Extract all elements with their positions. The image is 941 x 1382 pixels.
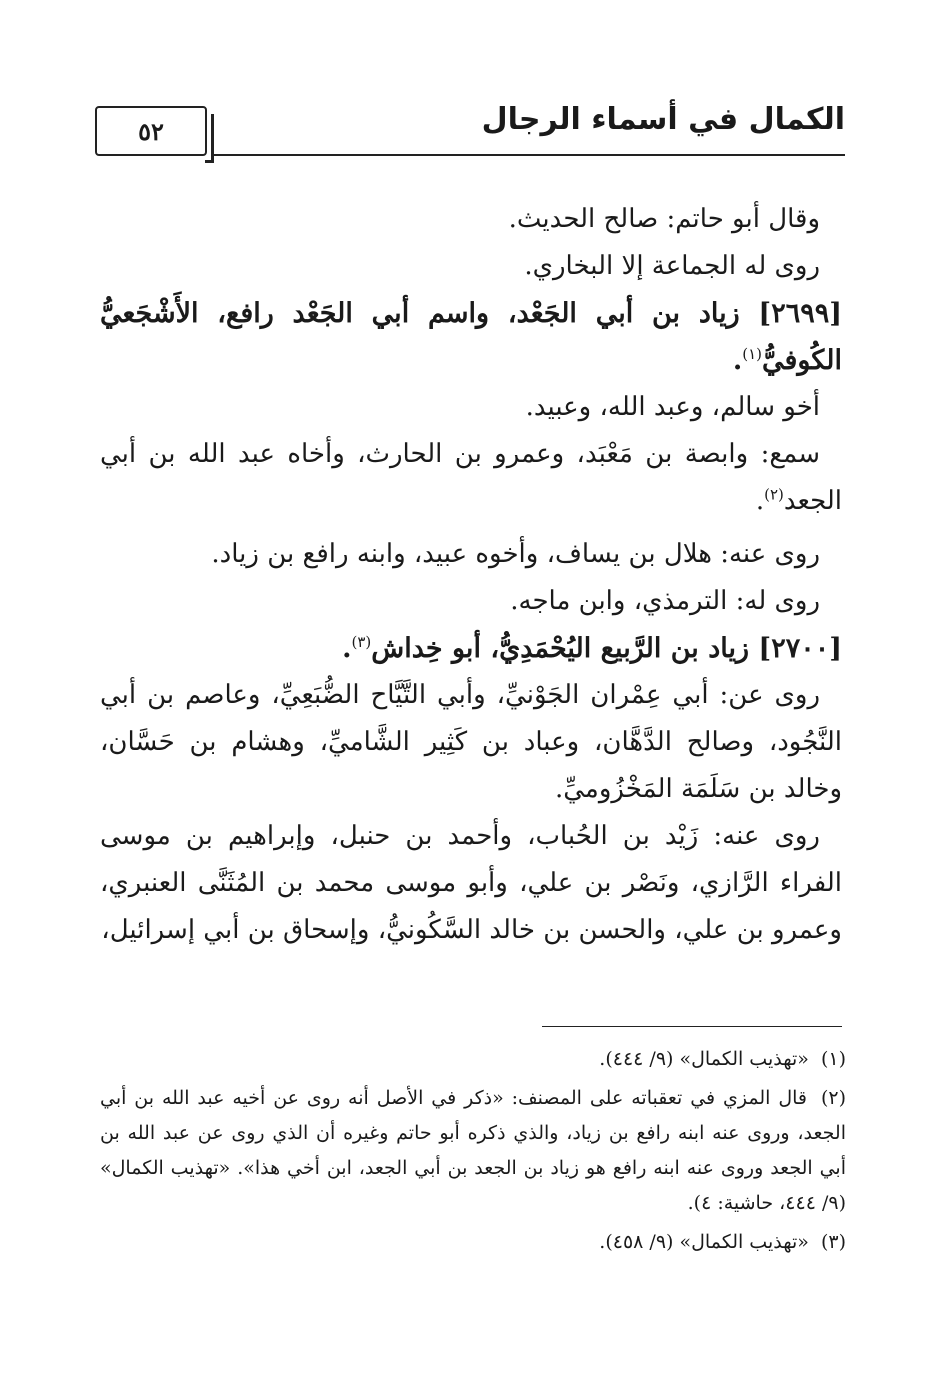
footnote-text: قال المزي في تعقباته على المصنف: «ذكر في الأصل أنه روى عن أخيه عبد الله بن أبي الجعد، وروى عنه ابنه رافع بن زياد، والذي ذكره أبو حاتم وغيره أن الذي روى عن عبد الله بن أبي الجعد وروى عنه ابنه رافع هو زياد بن الجعد بن أبي الجعد، ابن أخي هذا». «تهذيب الكمال» (٩/ ٤٤٤، حاشية: ٤). (100, 1087, 846, 1214)
biography-entry-heading (100, 625, 842, 672)
paragraph-text: روى له الجماعة إلا البخاري. (524, 251, 820, 281)
paragraph-text: روى له: الترمذي، وابن ماجه. (510, 586, 820, 616)
footnote-mark[interactable]: (٢) (764, 485, 784, 504)
paragraph-text: وقال أبو حاتم: صالح الحديث. (508, 204, 820, 234)
book-title: الكمال في أسماء الرجال (481, 102, 845, 137)
page-number-box (95, 106, 207, 156)
paragraph (100, 196, 842, 243)
footnote-label: (١) (820, 1048, 846, 1070)
paragraph (100, 431, 842, 525)
paragraph (100, 531, 842, 578)
footnote-mark[interactable]: (٣) (351, 633, 372, 651)
footnote-text: «تهذيب الكمال» (٩/ ٤٥٨). (599, 1231, 809, 1253)
footnote-label: (٣) (820, 1231, 846, 1253)
footnote-separator (542, 1026, 842, 1027)
biography-entry-heading (100, 290, 842, 384)
entry-number: [٢٦٩٩] (758, 298, 842, 329)
paragraph-text: أخو سالم، وعبد الله، وعبيد. (525, 392, 820, 422)
entry-name: زياد بن الرَّبيع اليُحْمَدِيُّ، أبو خِداش (371, 633, 750, 664)
paragraph (100, 243, 842, 290)
entry-name: زياد بن أبي الجَعْد، واسم أبي الجَعْد رافع، الأَشْجَعيُّ الكُوفيُّ (100, 298, 842, 376)
paragraph (100, 813, 842, 954)
page-number: ٥٢ (138, 116, 164, 146)
header-rule (213, 154, 845, 156)
paragraph-end: . (755, 486, 765, 516)
entry-end: . (732, 345, 743, 376)
footnotes (100, 1042, 846, 1264)
footnote-label: (٢) (820, 1087, 846, 1109)
footnote (100, 1042, 846, 1077)
paragraph (100, 384, 842, 431)
footnote-text: «تهذيب الكمال» (٩/ ٤٤٤). (599, 1048, 809, 1070)
entry-number: [٢٧٠٠] (758, 633, 842, 664)
paragraph-text: روى عن: أبي عِمْران الجَوْنيِّ، وأبي التَّيَّاح الضُّبَعِيِّ، وعاصم بن أبي النَّجُود، وصالح الدَّهَّان، وعباد بن كَثِير الشَّاميِّ، وهشام بن حَسَّان، وخالد بن سَلَمَة المَخْزُوميِّ. (100, 680, 842, 804)
footnote-mark[interactable]: (١) (742, 345, 762, 363)
paragraph-text: سمع: وابصة بن مَعْبَد، وعمرو بن الحارث، وأخاه عبد الله بن أبي الجعد (100, 439, 842, 516)
footnote (100, 1225, 846, 1260)
paragraph-text: روى عنه: هلال بن يساف، وأخوه عبيد، وابنه رافع بن زياد. (211, 539, 820, 569)
footnote (100, 1081, 846, 1221)
main-text (100, 196, 842, 954)
page-header (95, 100, 845, 170)
paragraph (100, 672, 842, 813)
paragraph-text: روى عنه: زَيْد بن الحُباب، وأحمد بن حنبل، وإبراهيم بن موسى الفراء الرَّازي، ونَصْر بن علي، وأبو موسى محمد بن المُثَنَّى العنبري، وعمرو بن علي، والحسن بن خالد السَّكُونيُّ، وإسحاق بن أبي إسرائيل، (100, 821, 842, 945)
entry-end: . (342, 633, 352, 664)
paragraph (100, 578, 842, 625)
